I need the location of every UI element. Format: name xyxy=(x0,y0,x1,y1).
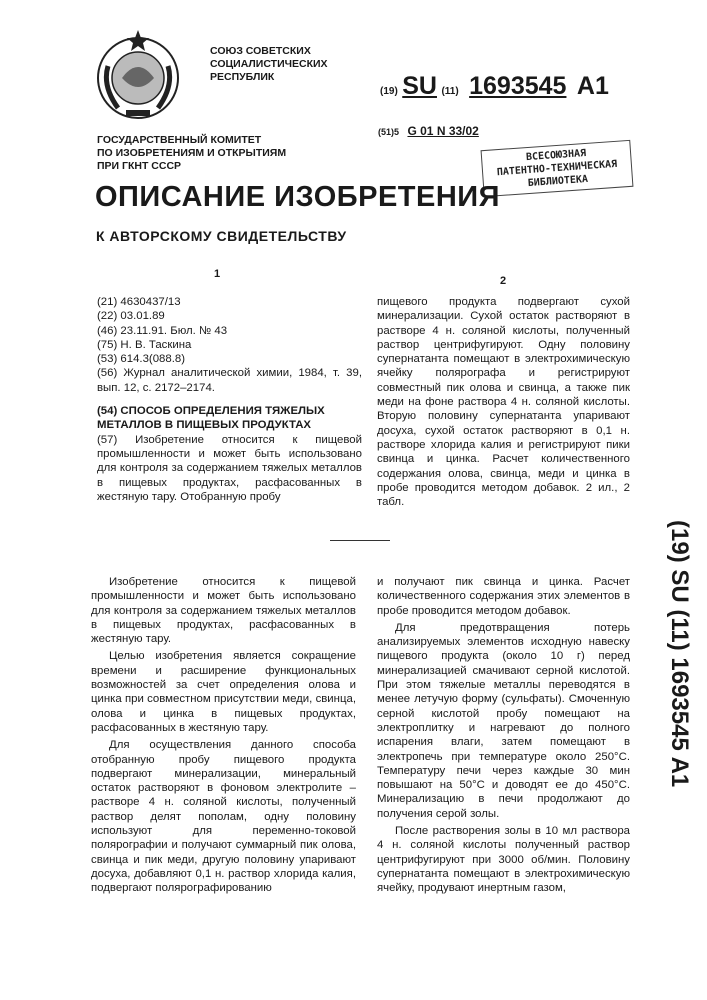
stamp-line: ВСЕСОЮЗНАЯ xyxy=(525,147,587,164)
stamp-line: ПАТЕНТНО-ТЕХНИЧЕСКАЯ xyxy=(496,158,618,179)
invention-title: (54) СПОСОБ ОПРЕДЕЛЕНИЯ ТЯЖЕЛЫХ МЕТАЛЛОВ В ПИЩЕВЫХ ПРОДУКТАХ xyxy=(97,405,325,432)
body-paragraph: Для предотвращения потерь анализируемых элементов исходную навеску пищевого продукта (около 10 г) перед минерализацией смачивают серной кислотой. При этом тяжелые металлы переводятся в менее летучую форму (сульфаты). Смоченную серной кислотой пробу помещают на электроплитку и нагревают до полного испарения влаги, затем помещают в электропечь при температуре около 250°С. Температуру печи через каждые 30 мин повышают на 50°С и доводят ее до 450°С. Минерализацию в печи продолжают до получения серой золы. xyxy=(377,621,630,820)
document-title: ОПИСАНИЕ ИЗОБРЕТЕНИЯ xyxy=(95,181,500,213)
column-number-1: 1 xyxy=(214,268,221,280)
biblio-line: (22) 03.01.89 xyxy=(97,310,165,323)
document-subtitle: К АВТОРСКОМУ СВИДЕТЕЛЬСТВУ xyxy=(96,228,347,244)
ipc-code: G 01 N 33/02 xyxy=(407,124,479,138)
country-code: SU xyxy=(402,72,437,100)
biblio-line: (46) 23.11.91. Бюл. № 43 xyxy=(97,324,228,337)
biblio-block xyxy=(97,295,362,504)
abstract-right: пищевого продукта подвергают сухой минерализации. Сухой остаток растворяют в растворе 4 н. соляной кислоты, полученный раствор центрифугируют. Одну половину супернатанта помещают в электрохимическую ячейку полярографа и регистрируют совместный пик олова и свинца, а также пик меди на фоне раствора 4 н. соляной кислоты. Вторую половину супернатанта упаривают досуха, сухой остаток растворяют в 0,1 н. растворе хлорида калия и регистрируют пики свинца и цинка. Расчет количественного содержания олова, свинца, меди и цинка в пробе проводится методом добавок. 2 ил., 2 табл. xyxy=(377,296,630,509)
side-patent-label xyxy=(665,520,693,787)
side-label-text: (19) SU (11) 1693545 A1 xyxy=(666,520,693,788)
body-paragraph: и получают пик свинца и цинка. Расчет количественного содержания этих элементов в пробе проводится методом добавок. xyxy=(377,576,630,617)
library-stamp xyxy=(481,140,634,197)
abstract-right-block xyxy=(377,295,630,509)
separator xyxy=(330,540,390,541)
body-right xyxy=(377,575,630,896)
org-name xyxy=(210,45,328,84)
body-paragraph: Изобретение относится к пищевой промышленности и может быть использовано для контроля за содержанием тяжелых металлов в пищевых продуктах, расфасованных в жестяную тару. xyxy=(91,576,356,646)
org-line: СОЦИАЛИСТИЧЕСКИХ xyxy=(210,58,328,70)
patent-id xyxy=(380,72,609,101)
ussr-emblem xyxy=(88,26,188,126)
code-19: (19) xyxy=(380,86,398,97)
biblio-line: (75) Н. В. Таскина xyxy=(97,338,192,351)
body-paragraph: Для осуществления данного способа отобранную пробу пищевого продукта подвергают минерализации, минеральный остаток растворяют в фоновом электролите – растворе 4 н. соляной кислоты, полученный раствор делят пополам, одну половину используют для переменно-токовой полярографии и получают суммарный пик олова, свинца и пик меди, другую половину упаривают досуха, добавляют 0,1 н. раствор хлорида калия, подвергают полярографированию xyxy=(91,739,356,895)
biblio-line: (21) 4630437/13 xyxy=(97,296,181,308)
committee-line: ГОСУДАРСТВЕННЫЙ КОМИТЕТ xyxy=(97,134,262,146)
body-paragraph: Целью изобретения является сокращение времени и расширение функциональных возможностей за счет определения олова и цинка при совместном присутствии меди, свинца, олова и цинка в пищевых продуктах, расфасованных в жестяную тару. xyxy=(91,650,356,734)
committee-line: ПРИ ГКНТ СССР xyxy=(97,160,182,172)
code-51: (51)5 xyxy=(378,127,400,137)
column-number-2: 2 xyxy=(500,275,507,287)
stamp-line: БИБЛИОТЕКА xyxy=(527,173,589,190)
abstract-left: (57) Изобретение относится к пищевой промышленности и может быть использовано для контроля за содержанием тяжелых металлов в пищевых продуктах, расфасованных в жестяную тару. Отобранную пробу xyxy=(97,433,362,503)
org-line: РЕСПУБЛИК xyxy=(210,71,275,83)
body-paragraph: После растворения золы в 10 мл раствора 4 н. соляной кислоты полученный раствор центрифугируют при 3000 об/мин. Половину супернатанта помещают в электрохимическую ячейку, продувают инертным газом, xyxy=(377,825,630,895)
org-line: СОЮЗ СОВЕТСКИХ xyxy=(210,45,311,57)
patent-kind: A1 xyxy=(576,72,609,100)
biblio-line: (53) 614.3(088.8) xyxy=(97,353,186,366)
patent-number: 1693545 xyxy=(469,72,567,100)
biblio-line: (56) Журнал аналитической химии, 1984, т. 39, вып. 12, с. 2172–2174. xyxy=(97,367,362,394)
code-11: (11) xyxy=(441,86,459,97)
ipc-line xyxy=(378,122,479,140)
committee-line: ПО ИЗОБРЕТЕНИЯМ И ОТКРЫТИЯМ xyxy=(97,147,287,159)
committee xyxy=(97,134,286,173)
body-left xyxy=(91,575,356,896)
